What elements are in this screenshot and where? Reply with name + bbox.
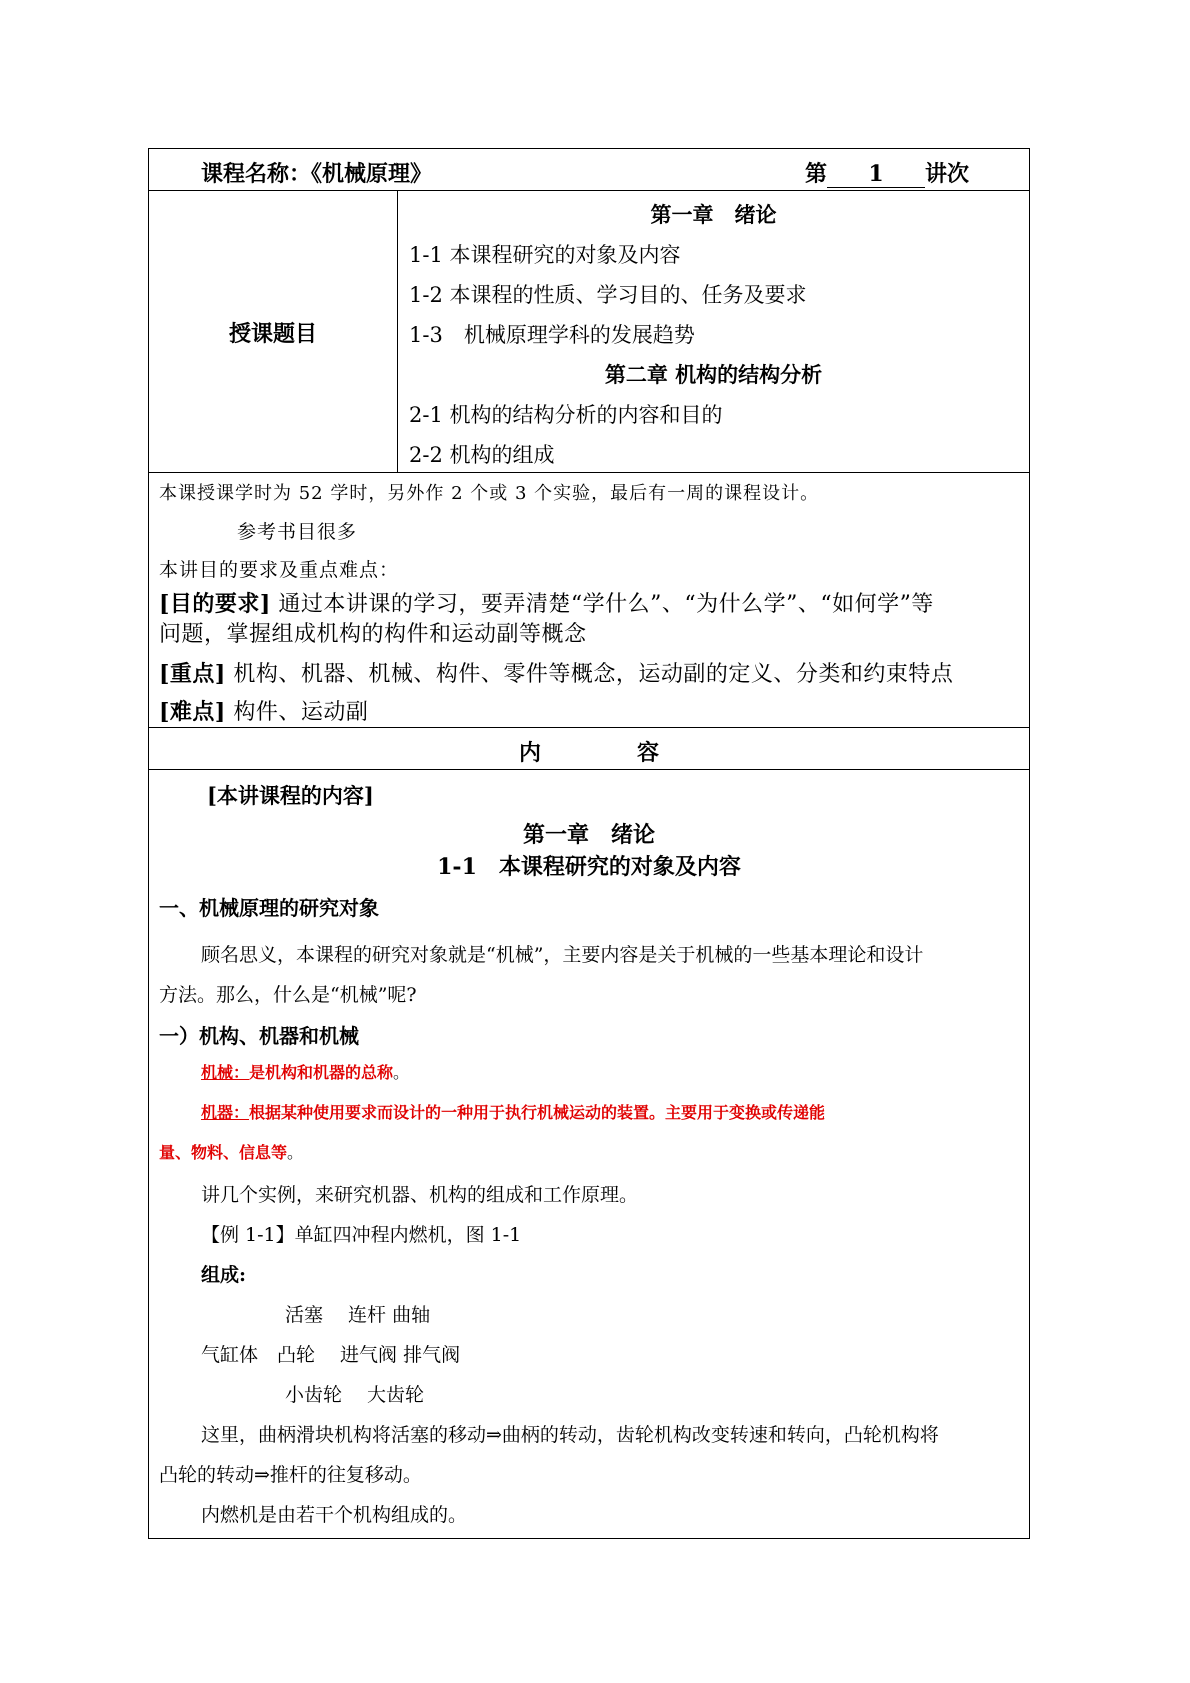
hours-note: 本课授课学时为 52 学时，另外作 2 个或 3 个实验，最后有一周的课程设计。: [159, 483, 820, 504]
heading-research-object: 一、机械原理的研究对象: [159, 896, 379, 920]
paragraph: 凸轮的转动⇒推杆的往复移动。: [159, 1464, 422, 1486]
lecture-prefix: 第: [805, 161, 828, 187]
course-name: 课程名称：《机械原理》: [201, 161, 433, 187]
references-note: 参考书目很多: [237, 521, 358, 543]
difficult-text: 构件、运动副: [233, 700, 369, 725]
paragraph: 方法。那么，什么是“机械”呢?: [159, 984, 417, 1006]
topic-item: 2-2 机构的组成: [409, 443, 555, 467]
goal-tag: [目的要求]: [159, 591, 271, 617]
chapter-title: 第一章 绪论: [522, 822, 655, 848]
paragraph: 顾名思义，本课程的研究对象就是“机械”，主要内容是关于机械的一些基本理论和设计: [201, 944, 924, 966]
topic-item: 1-2 本课程的性质、学习目的、任务及要求: [409, 283, 807, 307]
heading-mechanism: 一）机构、机器和机械: [159, 1024, 359, 1048]
key-tag: [重点]: [159, 661, 226, 687]
content-header-row: [149, 728, 1029, 770]
key-text: 机构、机器、机械、构件、零件等概念，运动副的定义、分类和约束特点: [233, 662, 954, 687]
parts-list: 活塞 连杆 曲轴: [285, 1304, 431, 1326]
difficult-line: [159, 695, 368, 726]
definition-text: 量、物料、信息等: [159, 1143, 288, 1162]
definition-machinery: [201, 1060, 409, 1083]
content-header-right: 容: [637, 740, 660, 766]
definition-text: 根据某种使用要求而设计的一种用于执行机械运动的装置。主要用于变换或传递能: [249, 1103, 826, 1122]
topic-chapter-1: 第一章 绪论: [650, 202, 777, 227]
difficult-tag: [难点]: [159, 699, 226, 725]
goal-text: 通过本讲课的学习，要弄清楚“学什么”、“为什么学”、“如何学”等: [278, 592, 934, 617]
key-line: [159, 657, 953, 688]
parts-list: 气缸体 凸轮 进气阀 排气阀: [201, 1344, 461, 1366]
paragraph: 内燃机是由若干个机构组成的。: [201, 1504, 468, 1526]
goal-line: [159, 587, 934, 618]
topic-label-cell: [149, 191, 398, 472]
header-row: [149, 149, 1029, 191]
topic-item: 2-1 机构的结构分析的内容和目的: [409, 403, 723, 427]
parts-list: 小齿轮 大齿轮: [285, 1384, 425, 1406]
content-header-left: 内: [519, 740, 542, 766]
section-tag: [本讲课程的内容]: [207, 783, 374, 808]
lecture-suffix: 讲次: [925, 161, 970, 187]
lecture-number: 1: [827, 161, 925, 188]
definition-machine-cont: [159, 1140, 303, 1163]
paragraph: 这里，曲柄滑块机构将活塞的移动⇒曲柄的转动，齿轮机构改变转速和转向，凸轮机构将: [201, 1424, 939, 1446]
definition-key: 机器：: [201, 1103, 250, 1122]
goal-text-cont: 问题，掌握组成机构的构件和运动副等概念: [159, 622, 587, 647]
section-title: 1-1 本课程研究的对象及内容: [437, 854, 741, 880]
composition-label: 组成:: [201, 1264, 247, 1286]
definition-machine: [201, 1100, 825, 1123]
definition-key: 机械：: [201, 1063, 250, 1082]
topic-row: [149, 191, 1029, 473]
lecture-sheet: [148, 148, 1030, 1539]
topic-label: 授课题目: [228, 321, 317, 347]
topic-list: [398, 191, 1029, 472]
definition-end: 。: [287, 1143, 304, 1162]
definition-text: 是机构和机器的总称: [249, 1063, 394, 1082]
paragraph: 讲几个实例，来研究机器、机构的组成和工作原理。: [201, 1184, 639, 1206]
definition-end: 。: [393, 1063, 410, 1082]
topic-chapter-2: 第二章 机构的结构分析: [604, 362, 823, 387]
topic-item: 1-1 本课程研究的对象及内容: [409, 243, 681, 267]
topic-item: 1-3 机械原理学科的发展趋势: [409, 323, 695, 347]
requirements-row: [149, 473, 1029, 728]
example-title: 【例 1-1】单缸四冲程内燃机，图 1-1: [201, 1224, 522, 1246]
lecture-number-label: [805, 157, 969, 188]
content-body: [149, 770, 1029, 1538]
requirements-intro: 本讲目的要求及重点难点：: [159, 559, 400, 581]
